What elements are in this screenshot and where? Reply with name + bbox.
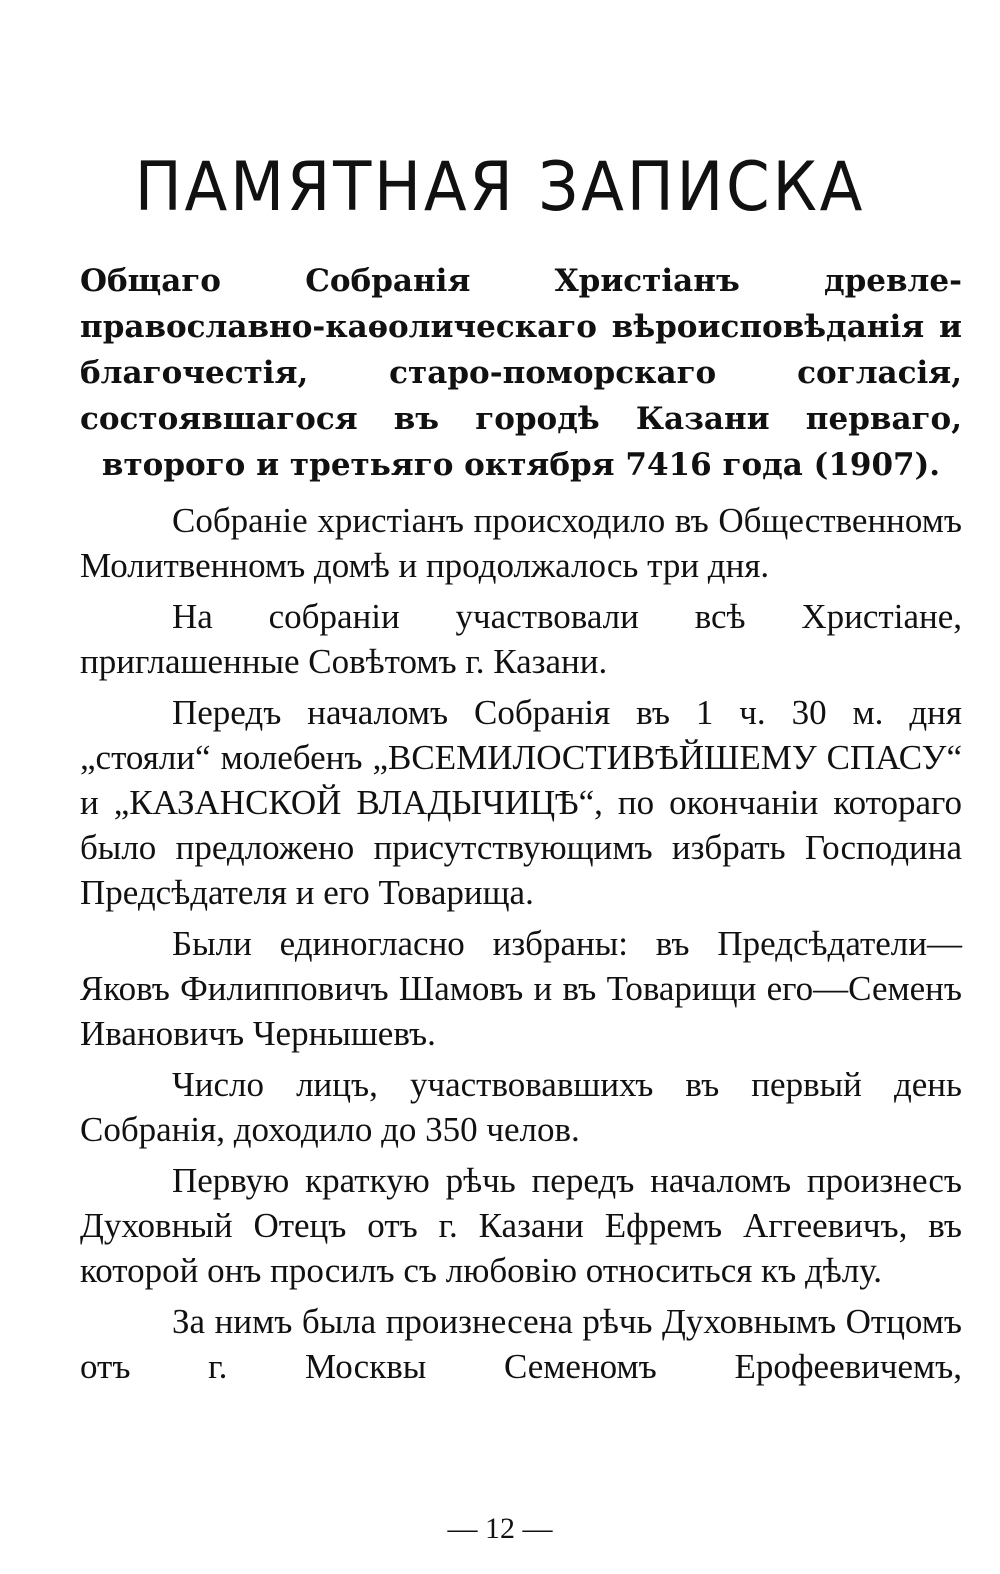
paragraph-2: На собраніи участвовали всѣ Христіане, приглашенные Совѣтомъ г. Казани. xyxy=(80,597,962,681)
paragraph-6: Первую краткую рѣчь передъ началомъ произнесъ Духовный Отецъ отъ г. Казани Ефремъ Аггеевичъ, въ которой онъ просилъ съ любовію относиться къ дѣлу. xyxy=(80,1161,962,1290)
paragraph-1: Собраніе христіанъ происходило въ Общественномъ Молитвенномъ домѣ и продолжалось три дня. xyxy=(80,501,962,585)
paragraph-5: Число лицъ, участвовавшихъ въ первый день Собранія, доходило до 350 челов. xyxy=(80,1065,962,1149)
page-title: ПАМЯТНАЯ ЗАПИСКА xyxy=(134,148,866,227)
page-number: — 12 — xyxy=(447,1512,553,1545)
paragraph-7: За нимъ была произнесена рѣчь Духовнымъ Отцомъ отъ г. Москвы Семеномъ Ерофеевичемъ, xyxy=(80,1302,962,1386)
paragraph-4: Были единогласно избраны: въ Предсѣдатели—Яковъ Филипповичъ Шамовъ и въ Товарищи его—Семенъ Ивановичъ Чернышевъ. xyxy=(80,924,962,1053)
paragraph-3: Передъ началомъ Собранія въ 1 ч. 30 м. дня „стояли“ молебенъ „ВСЕМИЛОСТИВѢЙШЕМУ СПАСУ“ и „КАЗАНСКОЙ ВЛАДЫЧИЦѢ“, по окончаніи котораго было предложено присутствующимъ избрать Господина Предсѣдателя и его Товарища. xyxy=(80,693,962,912)
body-text xyxy=(80,498,962,1389)
document-subtitle: Общаго Собранія Христіанъ древле-православно-каѳолическаго вѣроисповѣданія и благочестія, старо-поморскаго согласія, состоявшагося въ городѣ Казани перваго, второго и третьяго октября 7416 года (1907). xyxy=(80,263,962,483)
